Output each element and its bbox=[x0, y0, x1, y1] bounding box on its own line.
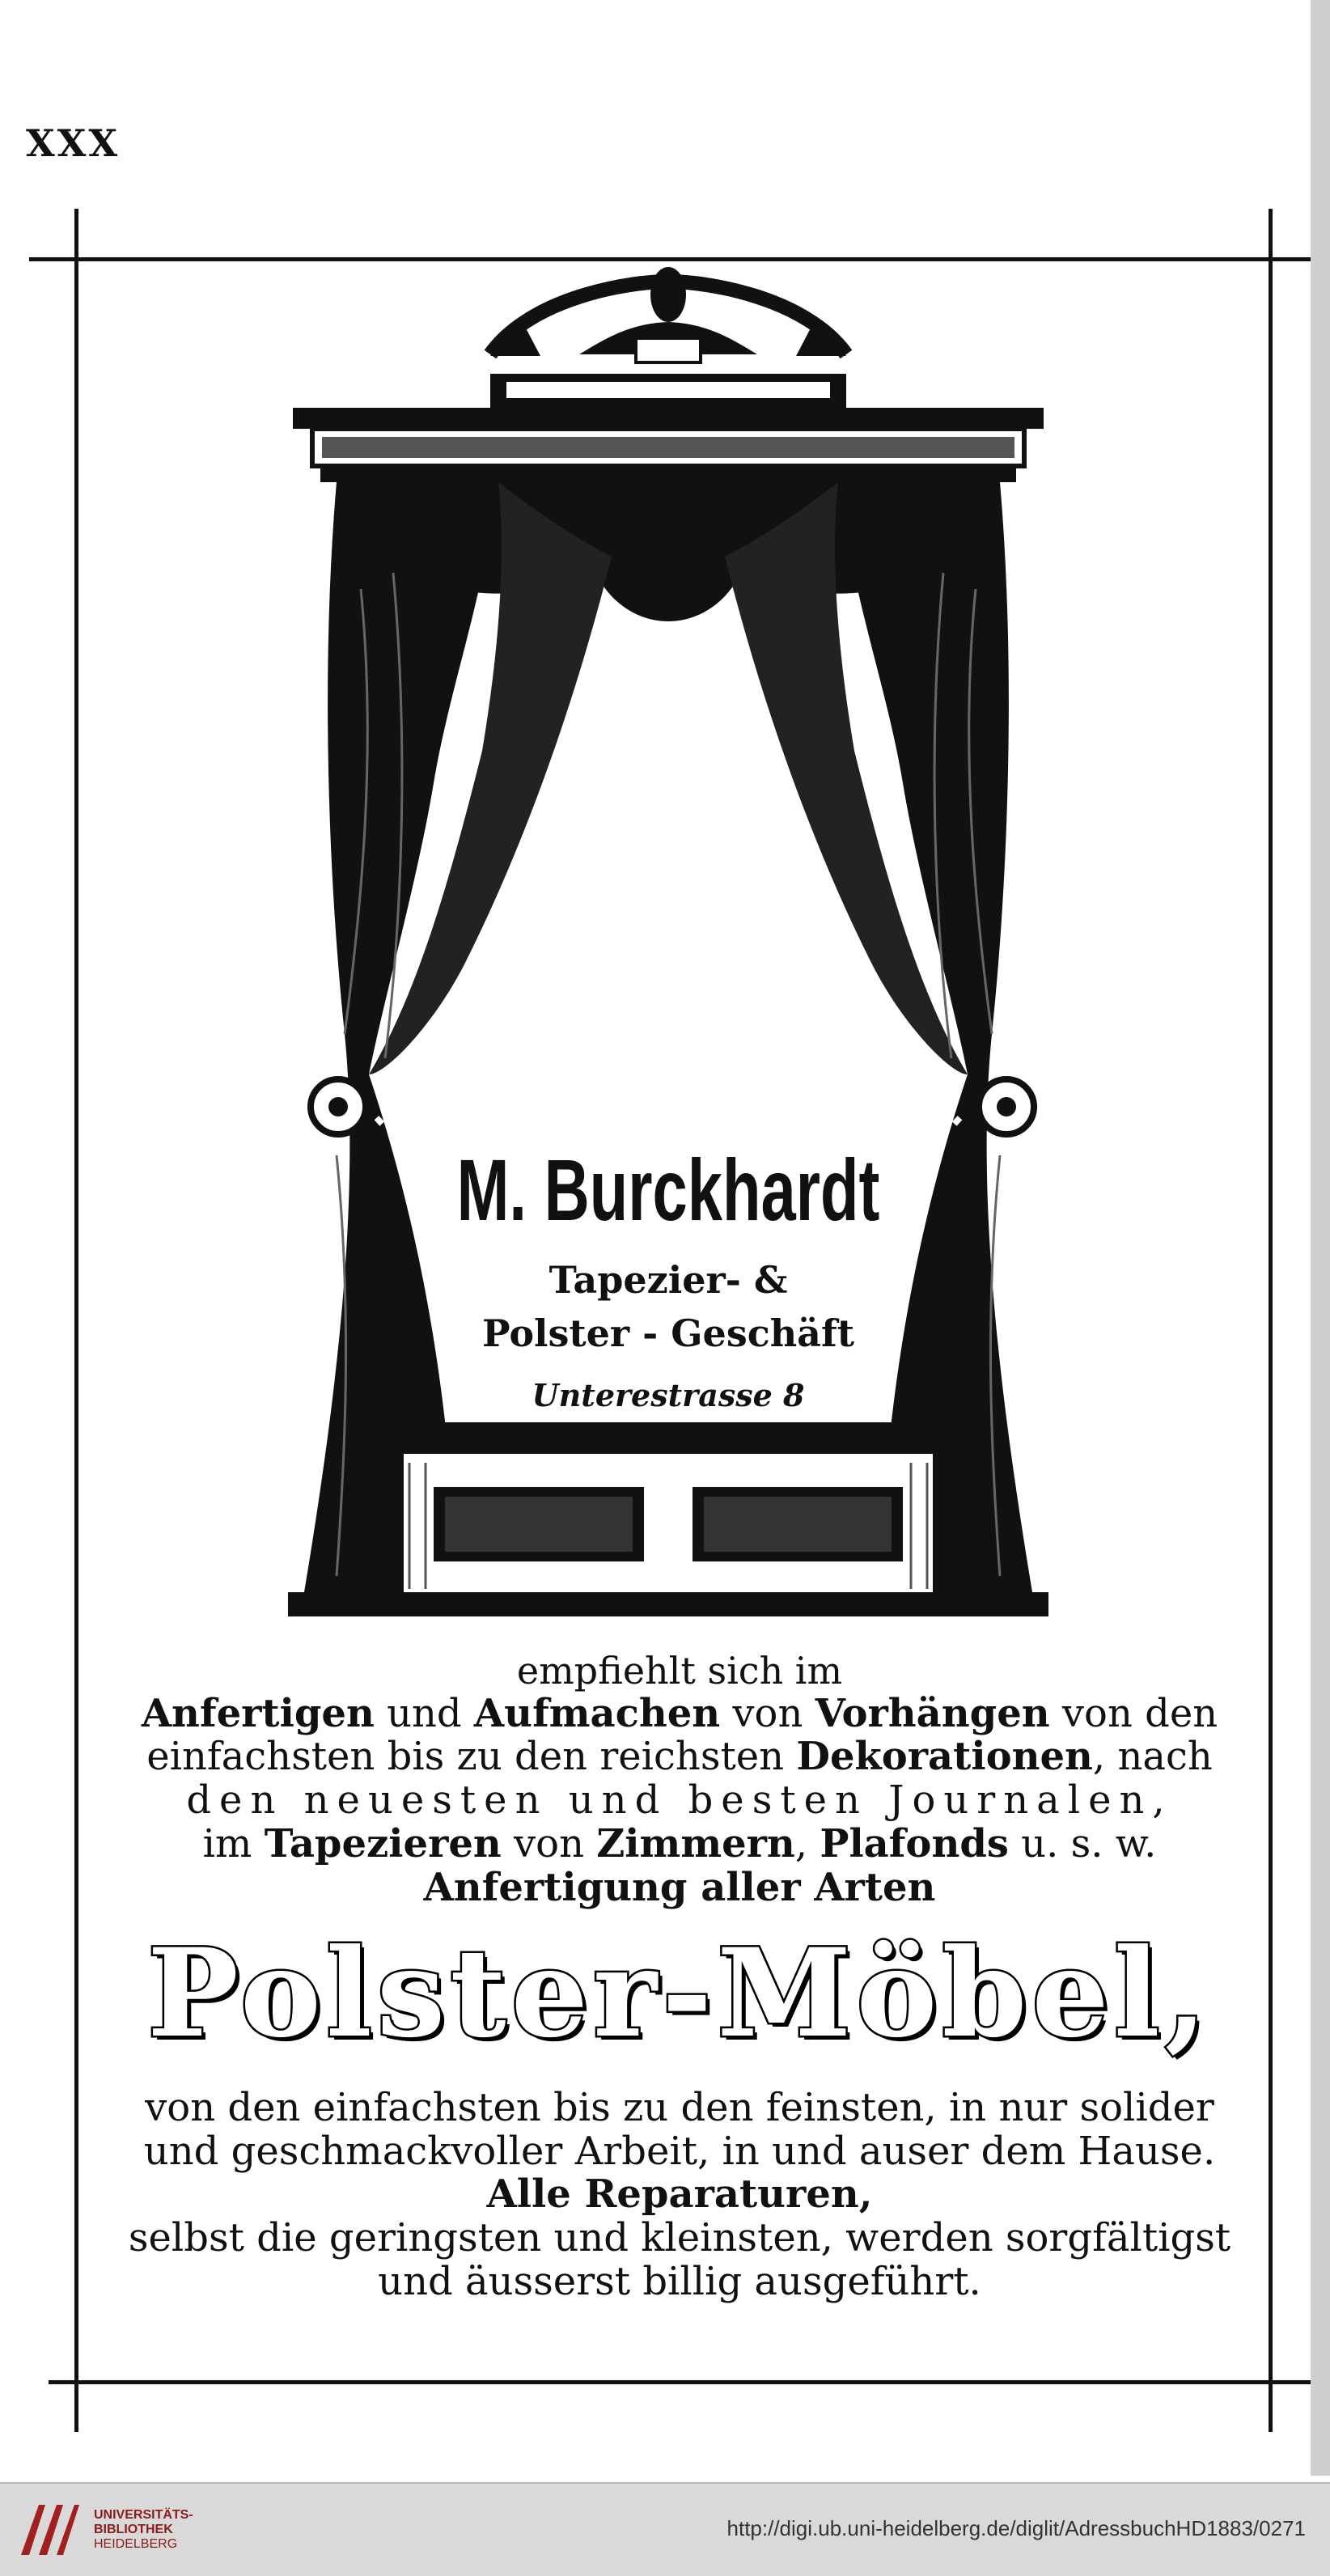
cornice-ornament bbox=[490, 267, 846, 362]
library-name-line: HEIDELBERG bbox=[94, 2537, 178, 2551]
connector-text: einfachsten bis zu den reichsten bbox=[146, 1734, 797, 1780]
service-term: Vorhängen bbox=[815, 1690, 1050, 1736]
frame-left-rule bbox=[74, 209, 78, 2432]
service-term: Aufmachen bbox=[473, 1690, 721, 1736]
window-base bbox=[288, 1592, 1048, 1616]
services-line-2 bbox=[89, 1735, 1270, 1779]
frame-bottom-rule bbox=[49, 2380, 1319, 2384]
repairs-line-1: selbst die geringsten und kleinsten, werden sorgfältigst bbox=[128, 2215, 1231, 2261]
headline: Polster-Möbel, bbox=[147, 1922, 1212, 2065]
digitization-footer bbox=[0, 2482, 1330, 2576]
source-url-link[interactable]: http://digi.ub.uni-heidelberg.de/diglit/AdressbuchHD1883/0271 bbox=[726, 2516, 1306, 2540]
service-term: Anfertigen bbox=[141, 1690, 375, 1736]
library-name-line: UNIVERSITÄTS- bbox=[94, 2508, 193, 2522]
connector-text: im bbox=[202, 1820, 265, 1866]
frame-top-rule bbox=[29, 257, 1315, 261]
quality-line-2: und geschmackvoller Arbeit, in und auser dem Hause. bbox=[143, 2128, 1216, 2174]
window-sill bbox=[401, 1422, 935, 1597]
service-term: Zimmern bbox=[596, 1820, 795, 1866]
repairs-line-2: und äusserst billig ausgeführt. bbox=[378, 2258, 981, 2304]
service-term: Dekorationen bbox=[796, 1734, 1093, 1780]
quality-line-1: von den einfachsten bis zu den feinsten, in nur solider bbox=[145, 2084, 1214, 2130]
services-line-3: den neuesten und besten Journalen, bbox=[186, 1777, 1173, 1824]
page-number: XXX bbox=[26, 121, 121, 165]
connector-text: von bbox=[501, 1820, 597, 1866]
connector-text: von bbox=[720, 1690, 815, 1736]
right-rosette bbox=[979, 1079, 1034, 1134]
connector-text: u. s. w. bbox=[1008, 1820, 1157, 1866]
connector-text: von den bbox=[1049, 1690, 1218, 1736]
address: Unterestrasse 8 bbox=[532, 1377, 805, 1413]
connector-text: und bbox=[374, 1690, 474, 1736]
trade-line-2: Polster - Geschäft bbox=[481, 1311, 855, 1355]
cornice bbox=[293, 374, 1044, 482]
library-logo-icon bbox=[15, 2497, 81, 2563]
curtain-window-illustration bbox=[288, 265, 1048, 1629]
trade-line-1: Tapezier- & bbox=[549, 1258, 788, 1302]
service-term: Tapezieren bbox=[264, 1820, 502, 1866]
library-name bbox=[94, 2508, 193, 2552]
connector-text: , bbox=[794, 1820, 820, 1866]
page-edge-shadow bbox=[1311, 0, 1330, 2476]
advertisement-text bbox=[89, 1650, 1270, 2304]
left-rosette bbox=[311, 1079, 366, 1134]
service-term: Plafonds bbox=[820, 1820, 1009, 1866]
services-line-5: Anfertigung aller Arten bbox=[423, 1864, 936, 1910]
library-name-line: BIBLIOTHEK bbox=[94, 2523, 173, 2536]
intro-line: empfiehlt sich im bbox=[516, 1649, 843, 1693]
connector-text: , nach bbox=[1092, 1734, 1213, 1780]
repairs-heading: Alle Reparaturen, bbox=[486, 2171, 873, 2218]
services-line-4 bbox=[89, 1820, 1270, 1866]
services-line-1 bbox=[89, 1690, 1270, 1736]
firm-name: M. Burckhardt bbox=[456, 1141, 880, 1239]
